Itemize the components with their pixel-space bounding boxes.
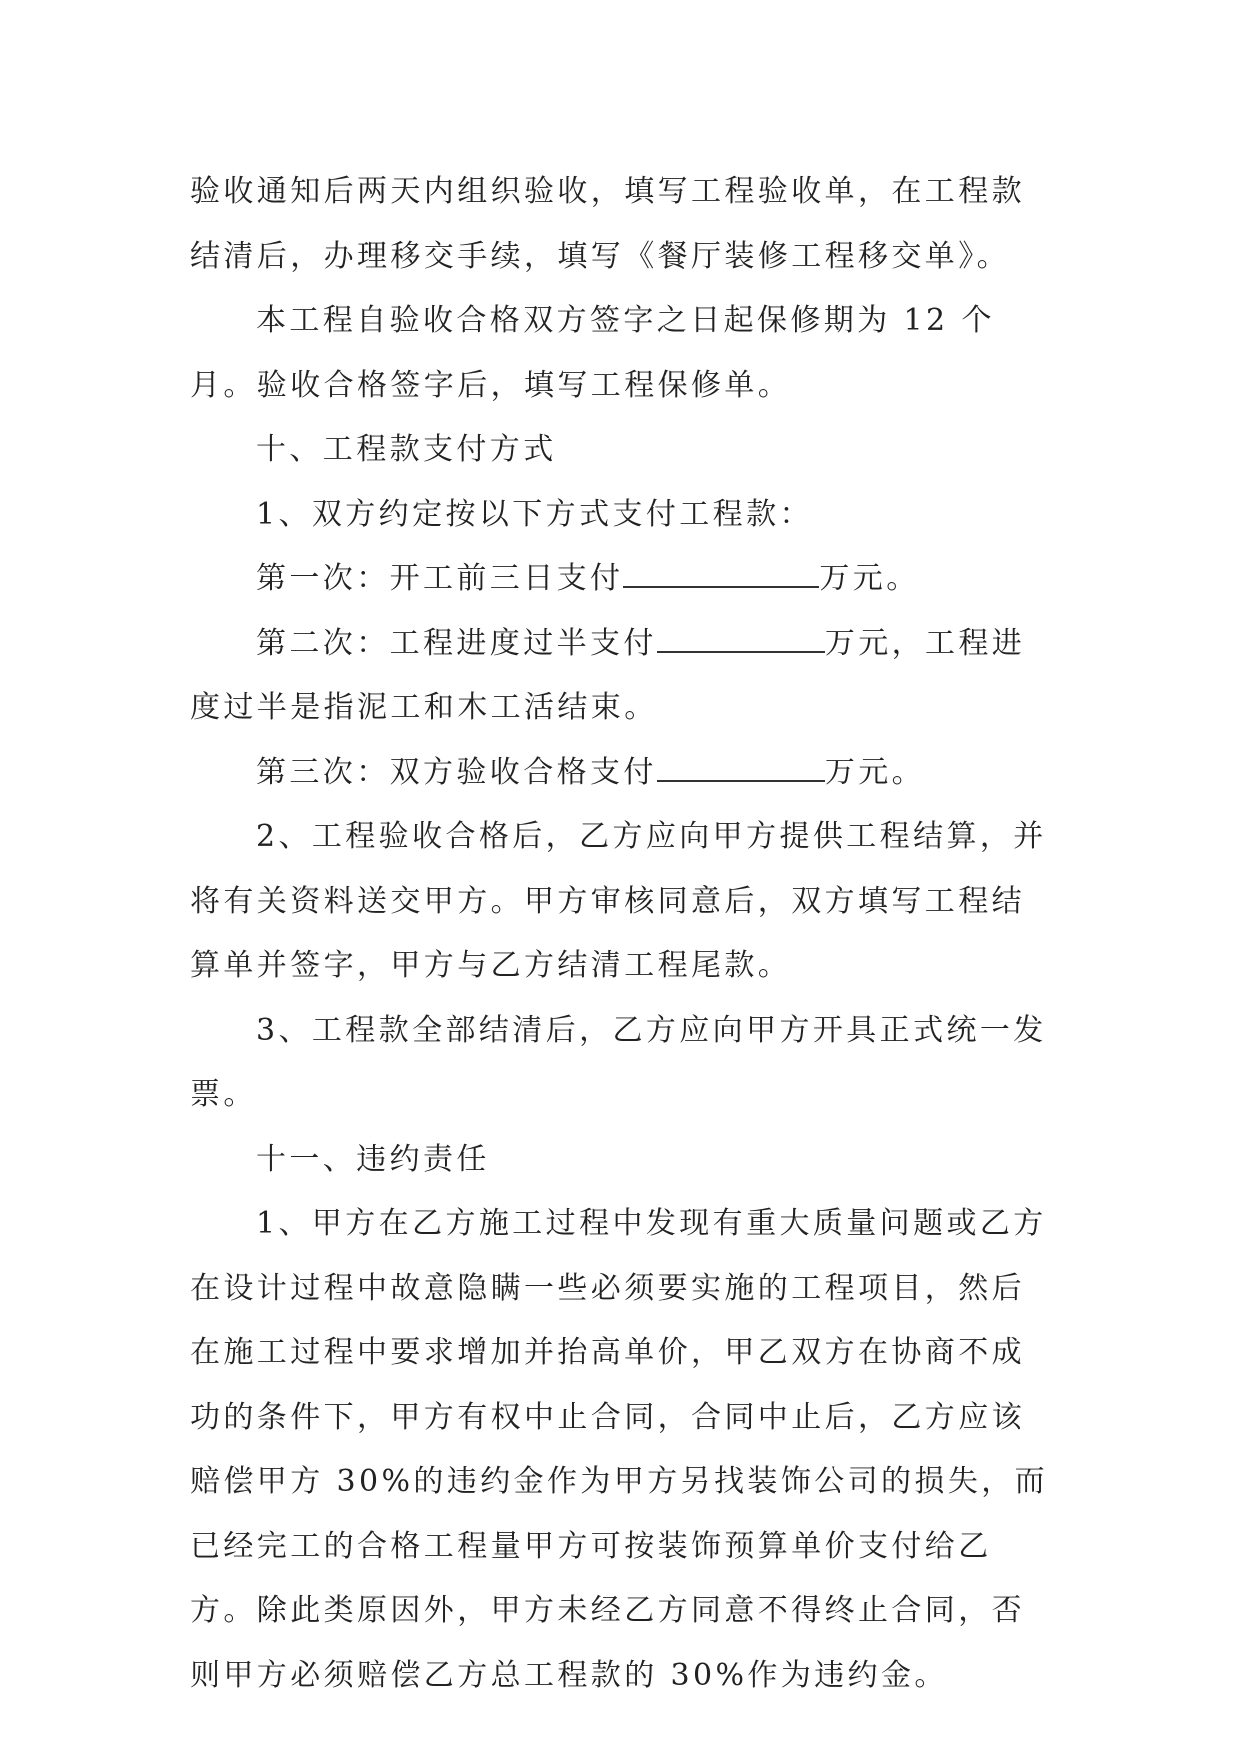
payment-third-label: 第三次：双方验收合格支付 (256, 754, 657, 790)
payment-first-unit: 万元。 (819, 561, 920, 596)
document-body (190, 160, 1055, 1708)
section-heading-payment-method: 十、工程款支付方式 (256, 432, 557, 467)
payment-second-label: 第二次：工程进度过半支付 (256, 625, 657, 661)
payment-installment-first (190, 547, 1055, 612)
clause-final-settlement: 2、工程验收合格后，乙方应向甲方提供工程结算，并将有关资料送交甲方。甲方审核同意后，双方填写工程结算单并签字，甲方与乙方结清工程尾款。 (190, 819, 1047, 983)
clause-payment-schedule: 1、双方约定按以下方式支付工程款： (256, 496, 813, 532)
clause-invoice: 3、工程款全部结清后，乙方应向甲方开具正式统一发票。 (190, 1012, 1047, 1112)
payment-installment-second (190, 612, 1055, 741)
payment-first-amount-blank[interactable] (623, 560, 819, 588)
payment-installment-third (190, 741, 1055, 806)
clause-breach-termination: 1、甲方在乙方施工过程中发现有重大质量问题或乙方在设计过程中故意隐瞒一些必须要实施的工程项目，然后在施工过程中要求增加并抬高单价，甲乙双方在协商不成功的条件下，甲方有权中止合同，合同中止后，乙方应该赔偿甲方 30%的违约金作为甲方另找装饰公司的损失，而已经完工的合格工程量甲方可按装饰预算单价支付给乙方。除此类原因外，甲方未经乙方同意不得终止合同，否则甲方必须赔偿乙方总工程款的 30%作为违约金。 (190, 1206, 1049, 1693)
section-heading-breach-liability: 十一、违约责任 (256, 1141, 490, 1177)
payment-third-amount-blank[interactable] (657, 754, 825, 782)
payment-second-unit: 万元，工程进度过半是指泥工和木工活结束。 (190, 625, 1026, 725)
payment-second-amount-blank[interactable] (657, 625, 825, 653)
paragraph-warranty-period: 本工程自验收合格双方签字之日起保修期为 12 个月。验收合格签字后，填写工程保修单。 (190, 303, 995, 403)
paragraph-acceptance-handover: 验收通知后两天内组织验收，填写工程验收单，在工程款结清后，办理移交手续，填写《餐厅装修工程移交单》。 (190, 174, 1025, 274)
payment-third-unit: 万元。 (824, 754, 926, 790)
payment-first-label: 第一次：开工前三日支付 (256, 561, 624, 596)
